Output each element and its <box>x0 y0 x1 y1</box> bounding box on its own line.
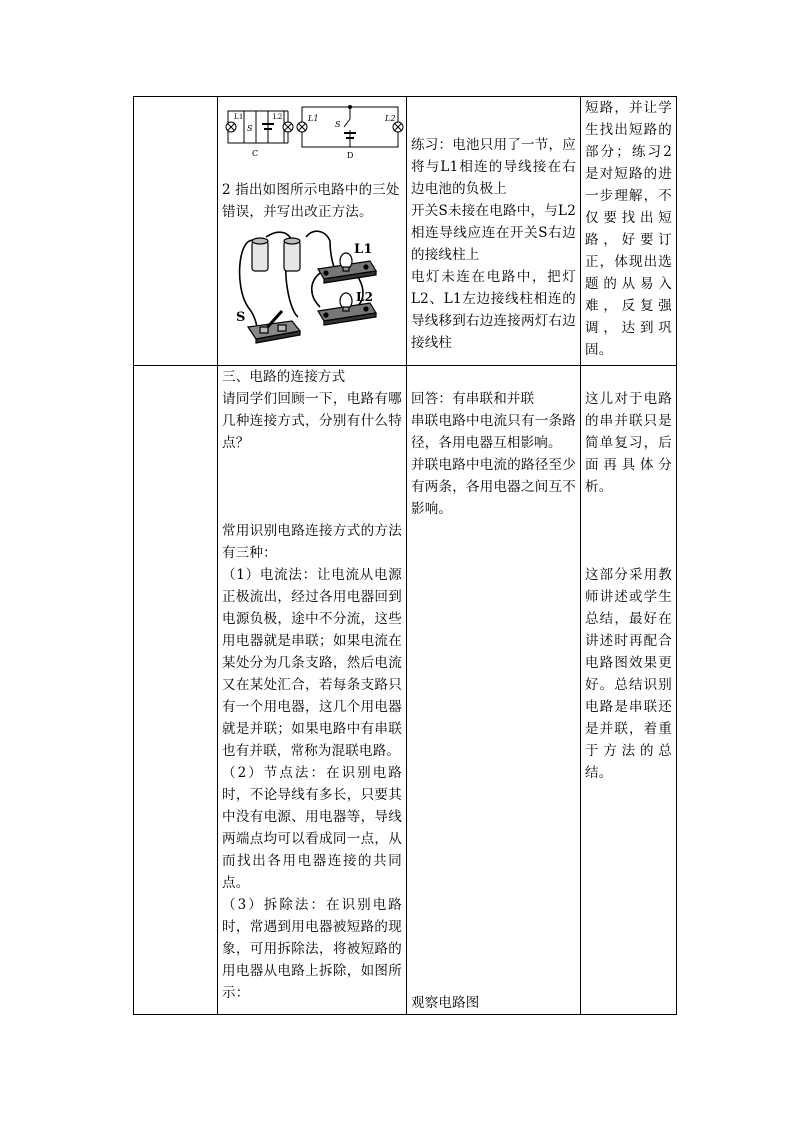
diagram-d-lamp2-label: L2 <box>385 114 396 123</box>
question-2-text: 2 指出如图所示电路中的三处错误，并写出改正方法。 <box>222 182 400 220</box>
photo-l2-label: L2 <box>356 290 374 304</box>
diagram-d-lamp1-label: L1 <box>308 114 319 123</box>
diagram-d-switch-label: S <box>335 120 341 129</box>
connection-methods-cell <box>218 366 407 1015</box>
diagram-c-lamp2-label: L2 <box>273 113 283 121</box>
diagram-c-lamp1-label: L1 <box>234 113 244 121</box>
exercise-answer-cell <box>407 97 581 366</box>
observe-diagram-text: 观察电路图 <box>411 995 480 1011</box>
exercise-figures-cell <box>218 97 407 366</box>
diagram-c-switch-label: S <box>247 124 253 133</box>
student-answer-cell <box>407 366 581 1015</box>
photo-l1-label: L1 <box>354 242 373 257</box>
section-title: 三、电路的连接方式 <box>222 369 346 385</box>
empty-cell <box>134 366 218 1015</box>
switch-icon <box>248 311 300 343</box>
circuit-photo <box>234 227 384 345</box>
circuit-diagrams-cd <box>222 97 407 159</box>
table-row <box>134 97 677 366</box>
table-row <box>134 366 677 1015</box>
teaching-note-cell <box>581 366 677 1015</box>
review-question: 请同学们回顾一下，电路有哪几种连接方式，分别有什么特点？ <box>222 391 402 451</box>
empty-cell <box>134 97 218 366</box>
teaching-note-cell <box>581 97 677 366</box>
diagram-c-label: C <box>252 149 259 158</box>
student-answer-text: 回答：有串联和并联 串联电路中电流只有一条路径，各用电器互相影响。 并联电路中电流的路径至少有两条，各用电器之间互不影响。 <box>411 391 576 517</box>
teaching-note-2: 这部分采用教师讲述或学生总结，最好在讲述时再配合电路图效果更好。总结识别电路是串联还是并联，着重于方法的总结。 <box>585 567 672 781</box>
circuit-diagram-d <box>297 107 403 147</box>
lesson-plan-table <box>133 96 677 1015</box>
teaching-note-text: 短路，并让学生找出短路的部分；练习2是对短路的进一步理解，不仅要找出短路，好要订正，体现出选题的从易入难，反复强调，达到巩固。 <box>585 100 672 358</box>
exercise-answer-text: 练习：电池只用了一节，应将与L1相连的导线接在右边电池的负极上 开关S未接在电路中，与L2相连导线应连在开关S右边的接线柱上 电灯未连在电路中，把灯L2、L1左边接线柱相连的导线移到右边连接两灯右边接线柱 <box>411 137 576 351</box>
identification-methods: 常用识别电路连接方式的方法有三种： （1）电流法：让电流从电源正极流出，经过各用电器回到电源负极，途中不分流，这些用电器就是串联；如果电流在某处分为几条支路，然后电流又在某处汇合，若每条支路只有一个用电器，这几个用电器就是并联；如果电路中有串联也有并联，常称为混联电路。 （2）节点法：在识别电路时，不论导线有多长，只要其中没有电源、用电器等，导线两端点均可以看成同一点，从而找出各用电器连接的共同点。 （3）拆除法：在识别电路时，常遇到用电器被短路的现象，可用拆除法，将被短路的用电器从电路上拆除，如图所示： <box>222 523 402 1001</box>
diagram-d-label: D <box>347 151 354 159</box>
photo-switch-label: S <box>236 310 246 325</box>
battery-icon <box>252 238 300 271</box>
teaching-note-1: 这儿对于电路的串并联只是简单复习，后面再具体分析。 <box>585 391 672 495</box>
lamp-l1-icon <box>318 253 376 283</box>
